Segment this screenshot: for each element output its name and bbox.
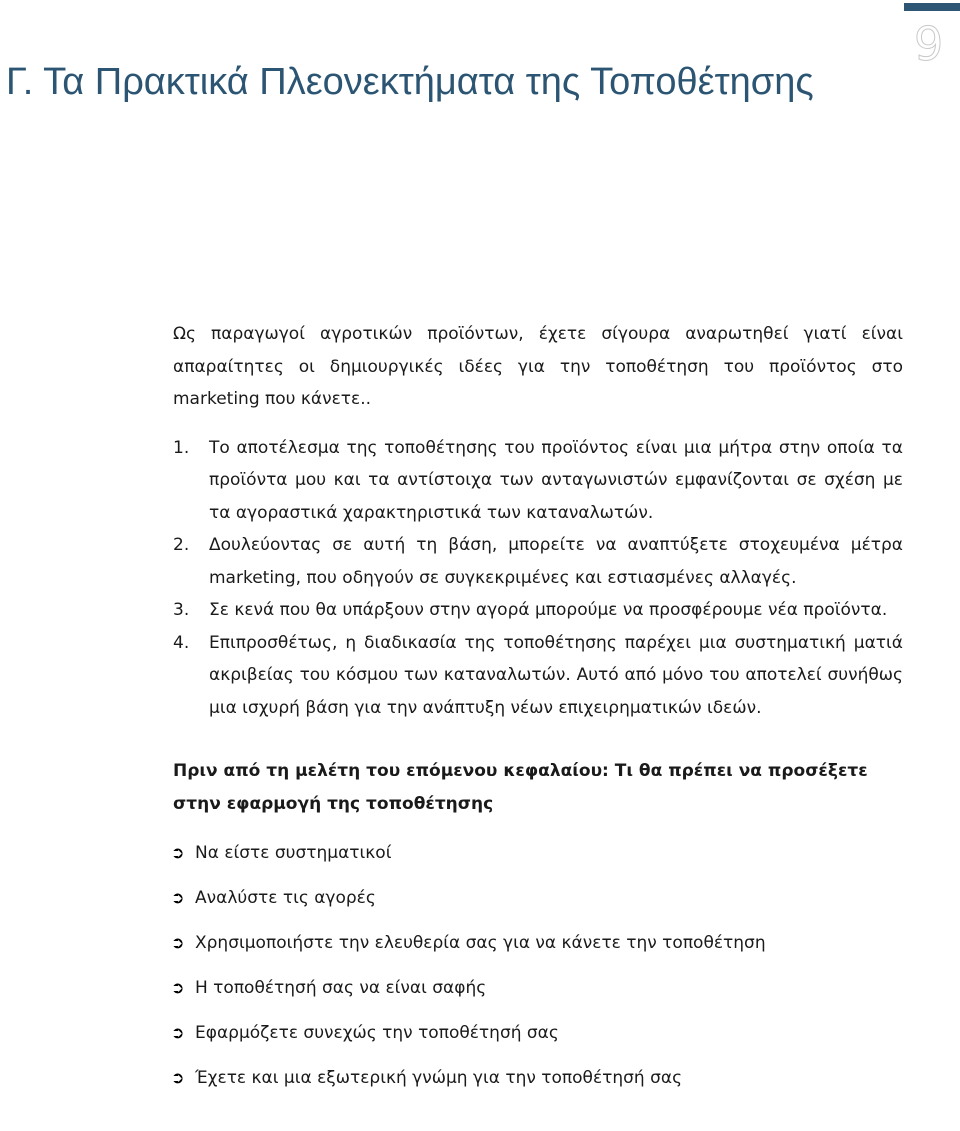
list-item-text: Δουλεύοντας σε αυτή τη βάση, μπορείτε να αναπτύξετε στοχευμένα μέτρα marketing, που οδηγούν σε συγκεκριμένες και εστιασμένες αλλαγές. [209, 535, 903, 588]
list-item [173, 594, 903, 627]
checklist-item-text: Χρησιμοποιήστε την ελευθερία σας για να κάνετε την τοποθέτηση [195, 933, 766, 953]
checklist-item [173, 975, 903, 1020]
checklist-item [173, 930, 903, 975]
arrow-circle-right-icon: ➲ [171, 978, 185, 997]
list-item-number: 1. [173, 437, 190, 458]
checklist [173, 840, 903, 1110]
checklist-item-text: Να είστε συστηματικοί [195, 843, 392, 863]
section-subheading: Πριν από τη μελέτη του επόμενου κεφαλαίου: Τι θα πρέπει να προσέξετε στην εφαρμογή της τοποθέτησης [173, 761, 868, 814]
arrow-circle-right-icon: ➲ [171, 933, 185, 952]
list-item-text: Το αποτέλεσμα της τοποθέτησης του προϊόντος είναι μια μήτρα στην οποία τα προϊόντα μου και τα αντίστοιχα των ανταγωνιστών εμφανίζονται σε σχέση με τα αγοραστικά χαρακτηριστικά των καταναλωτών. [209, 437, 903, 523]
arrow-circle-right-icon: ➲ [171, 1023, 185, 1042]
checklist-item-text: Η τοποθέτησή σας να είναι σαφής [195, 978, 487, 998]
page-number: 9 [914, 17, 944, 71]
arrow-circle-right-icon: ➲ [171, 1068, 185, 1087]
list-item-text: Επιπροσθέτως, η διαδικασία της τοποθέτησης παρέχει μια συστηματική ματιά ακριβείας του κόσμου των καταναλωτών. Αυτό από μόνο του αποτελεί συνήθως μια ισχυρή βάση για την ανάπτυξη νέων επιχειρηματικών ιδεών. [209, 632, 903, 718]
intro-paragraph: Ως παραγωγοί αγροτικών προϊόντων, έχετε σίγουρα αναρωτηθεί γιατί είναι απαραίτητες οι δημιουργικές ιδέες για την τοποθέτηση του προϊόντος στο marketing που κάνετε.. [173, 324, 903, 409]
header-accent-bar [904, 3, 960, 11]
checklist-item [173, 840, 903, 885]
list-item-number: 4. [173, 632, 190, 653]
checklist-item [173, 885, 903, 930]
list-item-text: Σε κενά που θα υπάρξουν στην αγορά μπορούμε να προσφέρουμε νέα προϊόντα. [209, 600, 888, 620]
arrow-circle-right-icon: ➲ [171, 888, 185, 907]
page-title: Γ. Τα Πρακτικά Πλεονεκτήματα της Τοποθέτησης [6, 61, 814, 103]
checklist-item-text: Αναλύστε τις αγορές [195, 888, 376, 908]
list-item [173, 432, 903, 530]
checklist-item [173, 1020, 903, 1065]
list-item-number: 2. [173, 535, 190, 555]
checklist-item-text: Εφαρμόζετε συνεχώς την τοποθέτησή σας [195, 1023, 559, 1043]
checklist-item [173, 1065, 903, 1110]
list-item [173, 529, 903, 594]
list-item-number: 3. [173, 600, 190, 620]
checklist-item-text: Έχετε και μια εξωτερική γνώμη για την τοποθέτησή σας [195, 1068, 683, 1088]
list-item [173, 627, 903, 725]
main-content [173, 318, 903, 1110]
arrow-circle-right-icon: ➲ [171, 843, 185, 862]
advantages-list [173, 432, 903, 725]
